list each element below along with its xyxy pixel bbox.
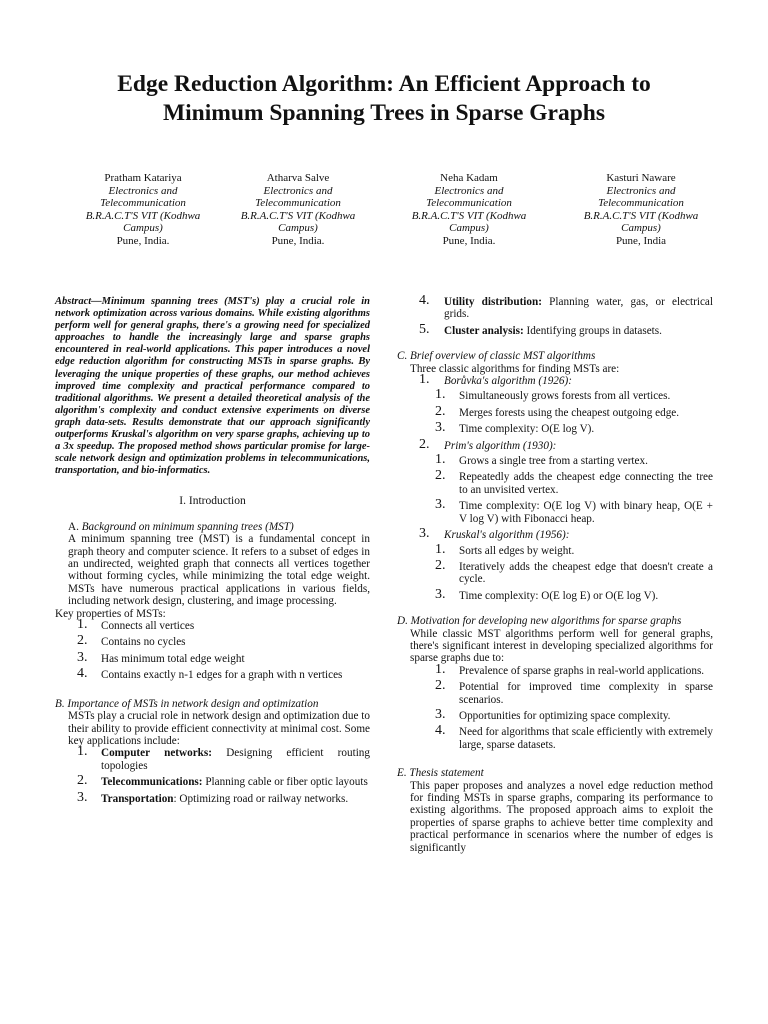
author-1 [58, 172, 228, 248]
list-number: 3. [435, 420, 446, 436]
key-properties-intro: Key properties of MSTs: [55, 607, 166, 620]
author-inst: B.R.A.C.T'S VIT (Kodhwa [411, 209, 527, 222]
list-number: 2. [435, 557, 446, 573]
list-item [397, 403, 713, 419]
subsection-d-text: While classic MST algorithms perform well for general graphs, there's significant interest in developing specialized algorithms for sparse graphs due to: [410, 627, 713, 665]
right-column [397, 293, 713, 854]
list-number: 2. [77, 773, 88, 789]
subsection-e-title: E. Thesis statement [397, 767, 484, 780]
list-text: Merges forests using the cheapest outgoing edge. [459, 406, 680, 419]
list-number: 2. [435, 678, 446, 694]
list-item [397, 468, 713, 496]
list-item [397, 541, 713, 557]
list-text: Connects all vertices [101, 620, 195, 633]
list-number: 1. [435, 661, 446, 677]
list-item [397, 706, 713, 722]
algorithm-prim [397, 436, 713, 452]
algorithm-name: Kruskal's algorithm (1956): [444, 529, 570, 542]
list-item [55, 773, 370, 789]
list-number: 1. [435, 541, 446, 557]
motivations-list [397, 661, 713, 751]
list-item [397, 452, 713, 468]
list-number: 2. [435, 403, 446, 419]
author-dept: Electronics and [263, 184, 333, 197]
subsection-c-text: Three classic algorithms for finding MSTs are: [410, 362, 620, 375]
list-number: 4. [435, 723, 446, 739]
author-inst: Campus) [278, 222, 318, 235]
list-item [397, 321, 713, 337]
abstract: Abstract—Minimum spanning trees (MST's) play a crucial role in network optimization across various domains. While existing algorithms perform well for general graphs, there's a growing need for specialized approaches to handle the increasingly large and sparse graphs encountered in real-world applications. This paper introduces a novel edge reduction algorithm for constructing MSTs in sparse graphs. By leveraging the unique properties of these graphs, our method achieves improved time complexity and practical performance compared to traditional algorithms. We present a detailed theoretical analysis of the algorithm's complexity and conduct extensive experiments on diverse graph data-sets. Results demonstrate that our approach significantly outperforms Kruskal's algorithm on very sparse graphs, achieving up to a 3x speedup. The proposed method shows particular promise for large-scale network design and optimization problems in telecommunications, transportation, and bio-informatics. [55, 296, 370, 477]
list-text: Grows a single tree from a starting vertex. [459, 455, 648, 468]
list-item [397, 661, 713, 677]
list-text: Prevalence of sparse graphs in real-world applications. [459, 664, 705, 677]
list-number: 2. [419, 436, 430, 452]
list-text: Identifying groups in datasets. [523, 324, 662, 337]
list-item [55, 649, 370, 665]
author-dept: Electronics and [108, 184, 178, 197]
list-text: Designing efficient routing topologies [101, 747, 370, 772]
list-number: 3. [435, 706, 446, 722]
list-text: : Optimizing road or railway networks. [173, 792, 349, 805]
subsection-e-text: This paper proposes and analyzes a novel edge reduction method for finding MSTs in sparse graphs, comparing its performance to existing algorithms. The proposed approach aims to exploit the properties of sparse graphs to achieve better time complexity and practical performance in scenarios where the number of edges is significantly [410, 779, 713, 854]
subsection-a-label: A. [68, 520, 79, 533]
list-item [397, 387, 713, 403]
list-number: 3. [435, 586, 446, 602]
list-text: Contains no cycles [101, 636, 186, 649]
subsection-a-title [55, 521, 370, 533]
list-item [397, 497, 713, 525]
author-dept: Telecommunication [598, 197, 684, 210]
list-text: Time complexity: O(E log V). [459, 423, 595, 436]
algorithm-name: Borůvka's algorithm (1926): [444, 375, 572, 388]
list-number: 1. [77, 617, 88, 633]
applications-list [55, 744, 370, 805]
author-dept: Electronics and [606, 184, 676, 197]
author-name: Neha Kadam [440, 172, 498, 184]
list-text: Planning water, gas, or electrical grids. [444, 296, 713, 321]
list-text: Time complexity: O(E log V) with binary heap, O(E + V log V) with Fibonacci heap. [459, 500, 713, 525]
subsection-a-text: A minimum spanning tree (MST) is a fundamental concept in graph theory and computer science. It refers to a subset of edges in an undirected, weighted graph that connects all vertices together without forming cycles, while minimizing the total edge weight. MSTs have numerous practical applications in various fields, including network design, clustering, and image processing. [68, 533, 370, 608]
list-item [55, 666, 370, 682]
list-number: 3. [77, 789, 88, 805]
list-item [397, 586, 713, 602]
list-text: Repeatedly adds the cheapest edge connecting the tree to an unvisited vertex. [459, 471, 713, 496]
author-name: Kasturi Naware [606, 172, 676, 184]
algorithm-name: Prim's algorithm (1930): [444, 439, 557, 452]
list-number: 5. [419, 321, 430, 337]
list-item [55, 617, 370, 633]
author-name: Pratham Katariya [104, 172, 182, 184]
author-inst: B.R.A.C.T'S VIT (Kodhwa [85, 209, 201, 222]
list-term: Cluster analysis: [444, 324, 524, 337]
author-inst: B.R.A.C.T'S VIT (Kodhwa [240, 209, 356, 222]
author-dept: Telecommunication [426, 197, 512, 210]
author-name: Atharva Salve [266, 172, 330, 184]
author-dept: Telecommunication [255, 197, 341, 210]
list-text: Iteratively adds the cheapest edge that doesn't create a cycle. [459, 560, 713, 586]
list-number: 1. [419, 372, 430, 388]
author-city: Pune, India [615, 234, 667, 247]
author-2 [213, 172, 383, 248]
list-term: Computer networks: [101, 747, 212, 760]
author-3 [384, 172, 554, 248]
boruvka-points [397, 387, 713, 436]
algorithm-boruvka [397, 372, 713, 388]
list-item [397, 293, 713, 321]
kruskal-points [397, 541, 713, 603]
author-city: Pune, India. [442, 234, 496, 247]
list-text: Time complexity: O(E log E) or O(E log V). [459, 589, 659, 602]
author-inst: B.R.A.C.T'S VIT (Kodhwa [583, 209, 699, 222]
list-text: Need for algorithms that scale efficiently with extremely large, sparse datasets. [459, 726, 713, 751]
author-city: Pune, India. [116, 234, 170, 247]
list-number: 1. [77, 744, 88, 760]
list-number: 3. [419, 526, 430, 542]
list-text: Opportunities for optimizing space complexity. [459, 709, 671, 722]
author-dept: Telecommunication [100, 197, 186, 210]
list-term: Transportation [101, 792, 174, 805]
title-line-2: Minimum Spanning Trees in Sparse Graphs [162, 100, 606, 126]
list-item [55, 789, 370, 805]
subsection-d-title: D. Motivation for developing new algorithms for sparse graphs [397, 615, 682, 628]
paper-title [60, 70, 708, 128]
applications-list-continued [397, 293, 713, 337]
list-number: 1. [435, 387, 446, 403]
prim-points [397, 452, 713, 525]
author-inst: Campus) [449, 222, 489, 235]
left-column [55, 296, 370, 809]
list-number: 4. [77, 666, 88, 682]
list-number: 2. [435, 468, 446, 484]
list-item [397, 557, 713, 586]
author-city: Pune, India. [271, 234, 325, 247]
key-properties-list [55, 617, 370, 682]
title-line-1: Edge Reduction Algorithm: An Efficient Approach to [117, 71, 651, 97]
author-inst: Campus) [621, 222, 661, 235]
list-number: 1. [435, 452, 446, 468]
list-text: Planning cable or fiber optic layouts [202, 776, 368, 789]
list-term: Telecommunications: [101, 776, 203, 789]
algorithm-kruskal [397, 526, 713, 542]
list-text: Sorts all edges by weight. [459, 544, 575, 557]
list-number: 3. [77, 649, 88, 665]
list-item [55, 744, 370, 772]
list-term: Utility distribution: [444, 296, 542, 308]
list-item [397, 723, 713, 751]
list-number: 3. [435, 497, 446, 513]
author-dept: Electronics and [434, 184, 504, 197]
list-item [397, 420, 713, 436]
subsection-b-text: MSTs play a crucial role in network design and optimization due to their ability to provide efficient connectivity at minimal cost. Some key applications include: [68, 710, 370, 747]
author-4 [556, 172, 726, 248]
subsection-a-name: Background on minimum spanning trees (MST) [81, 520, 294, 533]
subsection-b-title: B. Importance of MSTs in network design and optimization [55, 697, 319, 710]
author-inst: Campus) [123, 222, 163, 235]
list-item [55, 633, 370, 649]
list-text: Potential for improved time complexity in sparse scenarios. [459, 681, 713, 706]
list-text: Simultaneously grows forests from all vertices. [459, 390, 671, 403]
list-text: Has minimum total edge weight [101, 652, 245, 665]
list-text: Contains exactly n-1 edges for a graph with n vertices [101, 669, 343, 682]
list-item [397, 678, 713, 706]
list-number: 2. [77, 633, 88, 649]
list-number: 4. [419, 293, 430, 308]
subsection-c-title: C. Brief overview of classic MST algorithms [397, 350, 596, 363]
section-heading-introduction: I. Introduction [179, 495, 246, 508]
